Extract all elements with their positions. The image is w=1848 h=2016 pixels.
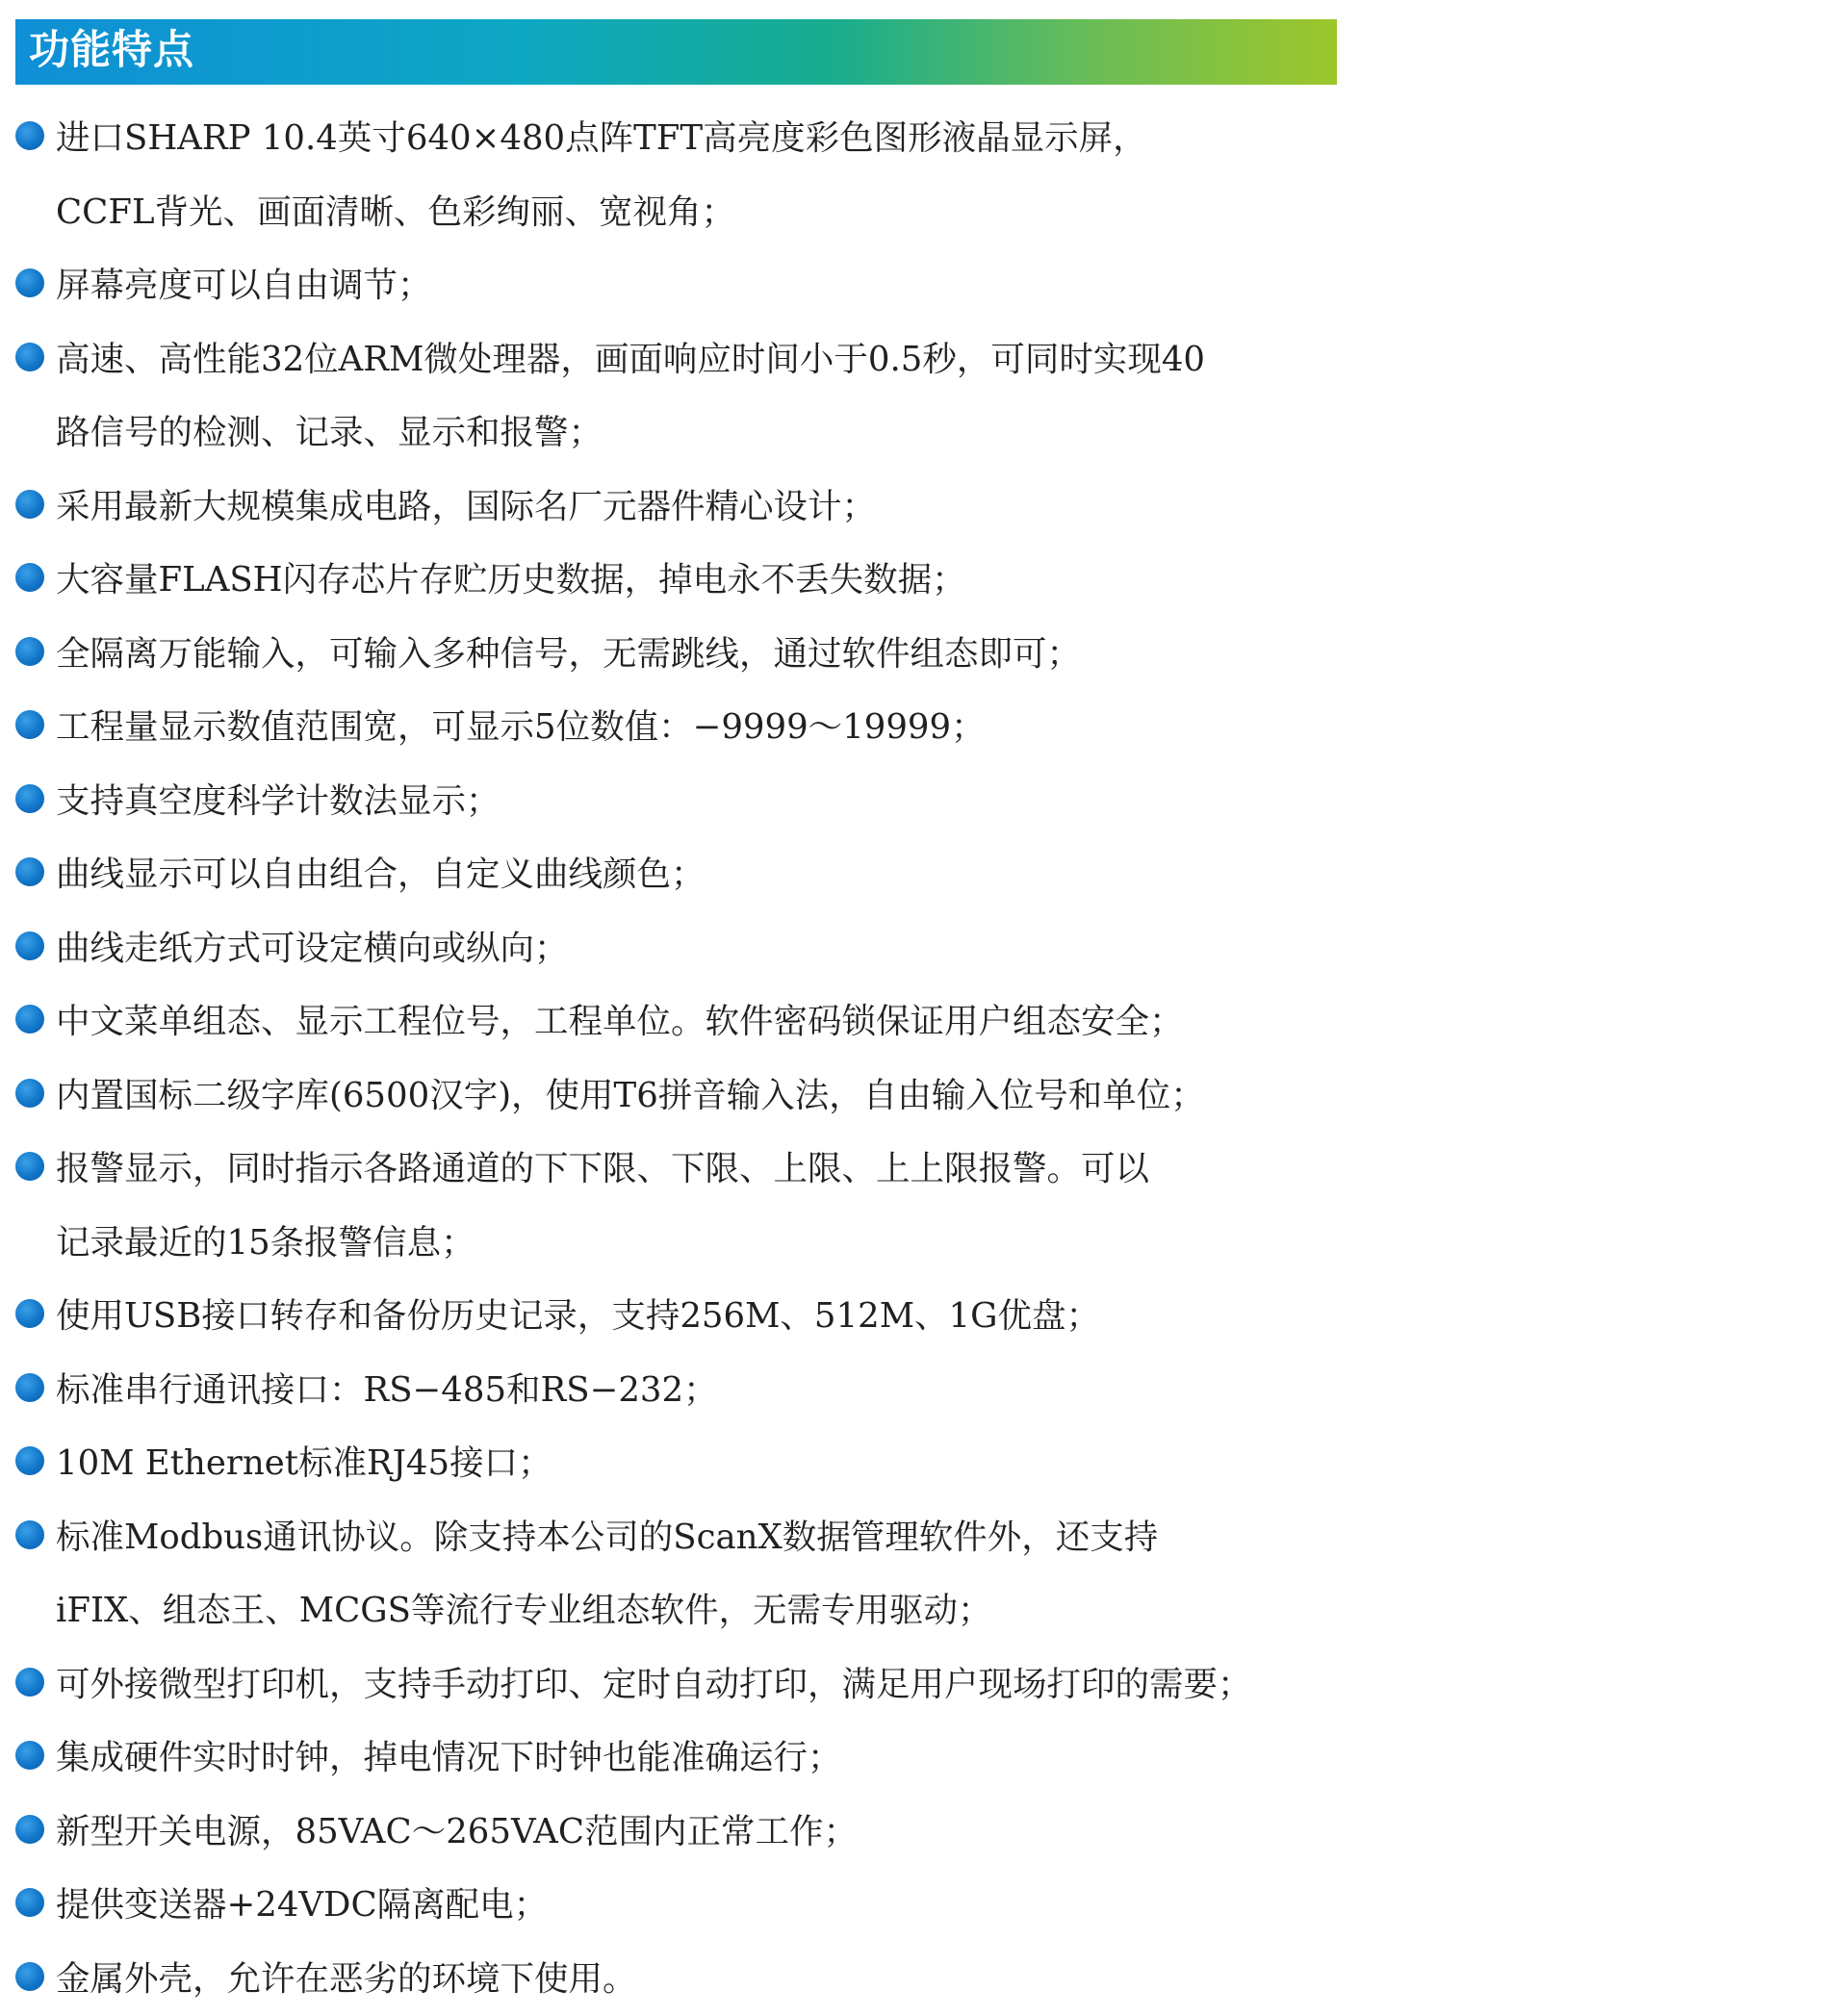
feature-text-line: 全隔离万能输入，可输入多种信号，无需跳线，通过软件组态即可； (56, 618, 1348, 692)
feature-text-line: 提供变送器+24VDC隔离配电； (56, 1869, 1348, 1943)
feature-text-line: 中文菜单组态、显示工程位号，工程单位。软件密码锁保证用户组态安全； (56, 985, 1348, 1059)
feature-text-line: 可外接微型打印机，支持手动打印、定时自动打印，满足用户现场打印的需要； (56, 1648, 1348, 1723)
bullet-dot-icon (15, 1005, 44, 1034)
feature-text-line: 报警显示，同时指示各路通道的下下限、下限、上限、上上限报警。可以 (56, 1133, 1348, 1207)
feature-text-line: 使用USB接口转存和备份历史记录，支持256M、512M、1G优盘； (56, 1280, 1348, 1354)
feature-text-line: 曲线显示可以自由组合，自定义曲线颜色； (56, 838, 1348, 912)
section-title: 功能特点 (29, 19, 194, 85)
bullet-dot-icon (15, 1079, 44, 1108)
feature-text-line: CCFL背光、画面清晰、色彩绚丽、宽视角； (56, 176, 1348, 250)
feature-text-line: 采用最新大规模集成电路，国际名厂元器件精心设计； (56, 471, 1348, 545)
feature-item (0, 1722, 1348, 1796)
feature-item (0, 1648, 1348, 1723)
feature-item (0, 1059, 1348, 1134)
feature-text-line: 10M Ethernet标准RJ45接口； (56, 1427, 1348, 1501)
feature-text-line: 高速、高性能32位ARM微处理器，画面响应时间小于0.5秒，可同时实现40 (56, 323, 1348, 397)
feature-item (0, 912, 1348, 986)
feature-text-line: iFIX、组态王、MCGS等流行专业组态软件，无需专用驱动； (56, 1574, 1348, 1648)
bullet-dot-icon (15, 857, 44, 886)
feature-text-line: 大容量FLASH闪存芯片存贮历史数据，掉电永不丢失数据； (56, 544, 1348, 618)
feature-text-line: 工程量显示数值范围宽，可显示5位数值：−9999～19999； (56, 691, 1348, 765)
feature-text-line: 标准Modbus通讯协议。除支持本公司的ScanX数据管理软件外，还支持 (56, 1501, 1348, 1575)
bullet-dot-icon (15, 1815, 44, 1844)
feature-item (0, 985, 1348, 1059)
bullet-dot-icon (15, 637, 44, 666)
feature-item (0, 765, 1348, 839)
feature-text-line: 集成硬件实时时钟，掉电情况下时钟也能准确运行； (56, 1722, 1348, 1796)
feature-item (0, 1280, 1348, 1354)
bullet-dot-icon (15, 710, 44, 739)
bullet-dot-icon (15, 1373, 44, 1402)
feature-text-line: 新型开关电源，85VAC～265VAC范围内正常工作； (56, 1796, 1348, 1870)
bullet-dot-icon (15, 268, 44, 297)
feature-item (0, 323, 1348, 471)
bullet-dot-icon (15, 931, 44, 960)
feature-text-line: 金属外壳，允许在恶劣的环境下使用。 (56, 1943, 1348, 2016)
feature-item (0, 838, 1348, 912)
bullet-dot-icon (15, 121, 44, 150)
feature-list (0, 102, 1348, 2016)
bullet-dot-icon (15, 1668, 44, 1697)
feature-item (0, 618, 1348, 692)
feature-item (0, 1869, 1348, 1943)
bullet-dot-icon (15, 1299, 44, 1328)
feature-text-line: 内置国标二级字库(6500汉字)，使用T6拼音输入法，自由输入位号和单位； (56, 1059, 1348, 1134)
section-header-bar (15, 19, 1337, 85)
feature-text-line: 记录最近的15条报警信息； (56, 1207, 1348, 1281)
feature-item (0, 1501, 1348, 1648)
feature-text-line: 路信号的检测、记录、显示和报警； (56, 396, 1348, 471)
bullet-dot-icon (15, 1741, 44, 1770)
feature-item (0, 1427, 1348, 1501)
bullet-dot-icon (15, 343, 44, 371)
bullet-dot-icon (15, 563, 44, 592)
feature-text-line: 屏幕亮度可以自由调节； (56, 249, 1348, 323)
bullet-dot-icon (15, 1888, 44, 1917)
feature-text-line: 曲线走纸方式可设定横向或纵向； (56, 912, 1348, 986)
feature-item (0, 1943, 1348, 2016)
bullet-dot-icon (15, 1962, 44, 1991)
feature-text-line: 进口SHARP 10.4英寸640×480点阵TFT高亮度彩色图形液晶显示屏， (56, 102, 1348, 176)
feature-text-line: 支持真空度科学计数法显示； (56, 765, 1348, 839)
feature-item (0, 102, 1348, 249)
feature-item (0, 249, 1348, 323)
feature-text-line: 标准串行通讯接口：RS−485和RS−232； (56, 1354, 1348, 1428)
bullet-dot-icon (15, 490, 44, 519)
feature-item (0, 1354, 1348, 1428)
bullet-dot-icon (15, 784, 44, 813)
feature-item (0, 691, 1348, 765)
feature-item (0, 544, 1348, 618)
feature-item (0, 1796, 1348, 1870)
bullet-dot-icon (15, 1520, 44, 1549)
feature-item (0, 1133, 1348, 1280)
bullet-dot-icon (15, 1446, 44, 1475)
feature-item (0, 471, 1348, 545)
bullet-dot-icon (15, 1152, 44, 1181)
